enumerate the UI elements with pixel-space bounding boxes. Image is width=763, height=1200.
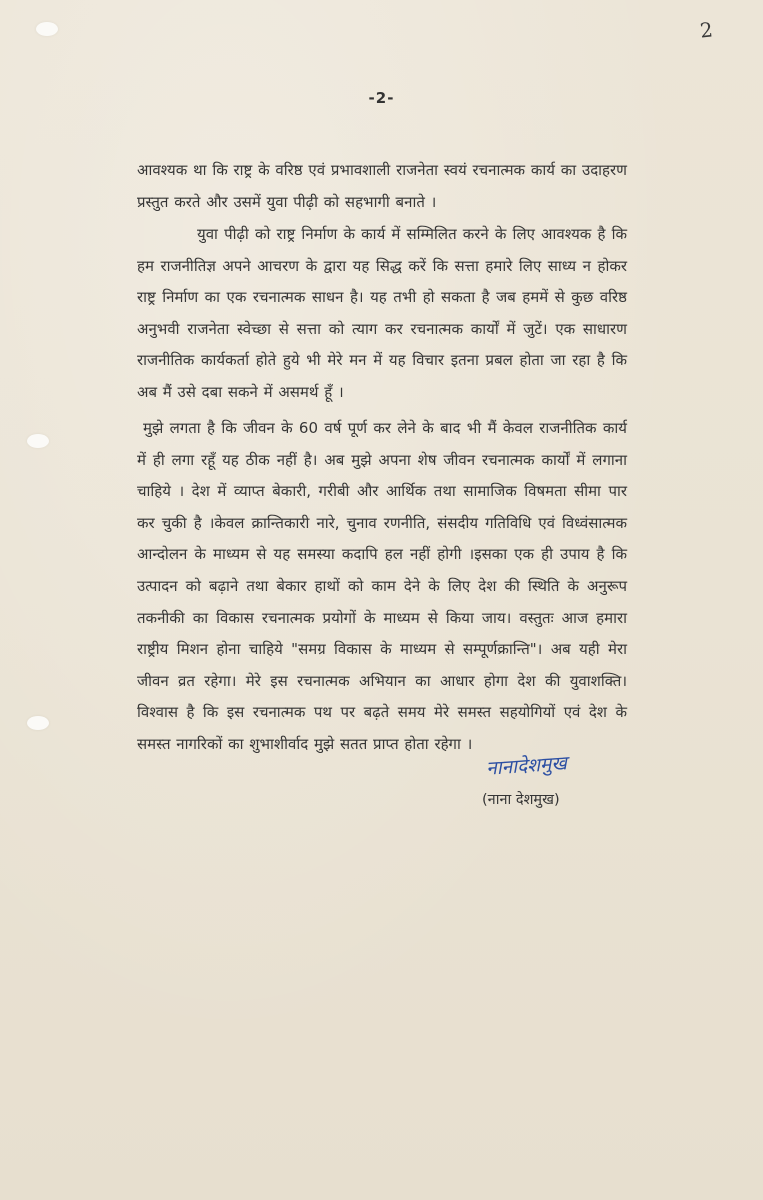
handwritten-page-mark: 2 [698, 17, 714, 43]
signatory-name: (नाना देशमुख) [482, 792, 560, 808]
paragraph-1: आवश्यक था कि राष्ट्र के वरिष्ठ एवं प्रभावशाली राजनेता स्वयं रचनात्मक कार्य का उदाहरण प्रस्तुत करते और उसमें युवा पीढ़ी को सहभागी बनाते । [137, 161, 627, 211]
paragraph-3: मुझे लगता है कि जीवन के 60 वर्ष पूर्ण कर लेने के बाद भी मैं केवल राजनीतिक कार्य में ही लगा रहूँ यह ठीक नहीं है। अब मुझे अपना शेष जीवन रचनात्मक कार्यों में लगाना चाहिये । देश में व्याप्त बेकारी, गरीबी और आर्थिक तथा सामाजिक विषमता सीमा पार कर चुकी है ।केवल क्रान्तिकारी नारे, चुनाव रणनीति, संसदीय गतिविधि एवं विध्वंसात्मक आन्दोलन के माध्यम से यह समस्या कदापि हल नहीं होगी ।इसका एक ही उपाय है कि उत्पादन को बढ़ाने तथा बेकार हाथों को काम देने के लिए देश की स्थिति के अनुरूप तकनीकी का विकास रचनात्मक प्रयोगों के माध्यम से किया जाय। वस्तुतः आज हमारा राष्ट्रीय मिशन होना चाहिये "समग्र विकास के माध्यम से सम्पूर्णक्रान्ति"। अब यही मेरा जीवन व्रत रहेगा। मेरे इस रचनात्मक अभियान का आधार होगा देश की युवाशक्ति। विश्वास है कि इस रचनात्मक पथ पर बढ़ते समय मेरे समस्त सहयोगियों एवं देश के समस्त नागरिकों का शुभाशीर्वाद मुझे सतत प्राप्त होता रहेगा । [137, 419, 627, 753]
paragraph-2: युवा पीढ़ी को राष्ट्र निर्माण के कार्य में सम्मिलित करने के लिए आवश्यक है कि हम राजनीतिज्ञ अपने आचरण के द्वारा यह सिद्ध करें कि सत्ता हमारे लिए साध्य न होकर राष्ट्र निर्माण का एक रचनात्मक साधन है। यह तभी हो सकता है जब हममें से कुछ वरिष्ठ अनुभवी राजनेता स्वेच्छा से सत्ता को त्याग कर रचनात्मक कार्यों में जुटें। एक साधारण राजनीतिक कार्यकर्ता होते हुये भी मेरे मन में यह विचार इतना प्रबल होता जा रहा है कि अब मैं उसे दबा सकने में असमर्थ हूँ । [137, 225, 627, 401]
punch-hole [27, 716, 49, 730]
page-number: -2- [368, 89, 395, 107]
punch-hole [27, 434, 49, 448]
handwritten-signature: नानादेशमुख [485, 752, 568, 780]
punch-hole [36, 22, 58, 36]
